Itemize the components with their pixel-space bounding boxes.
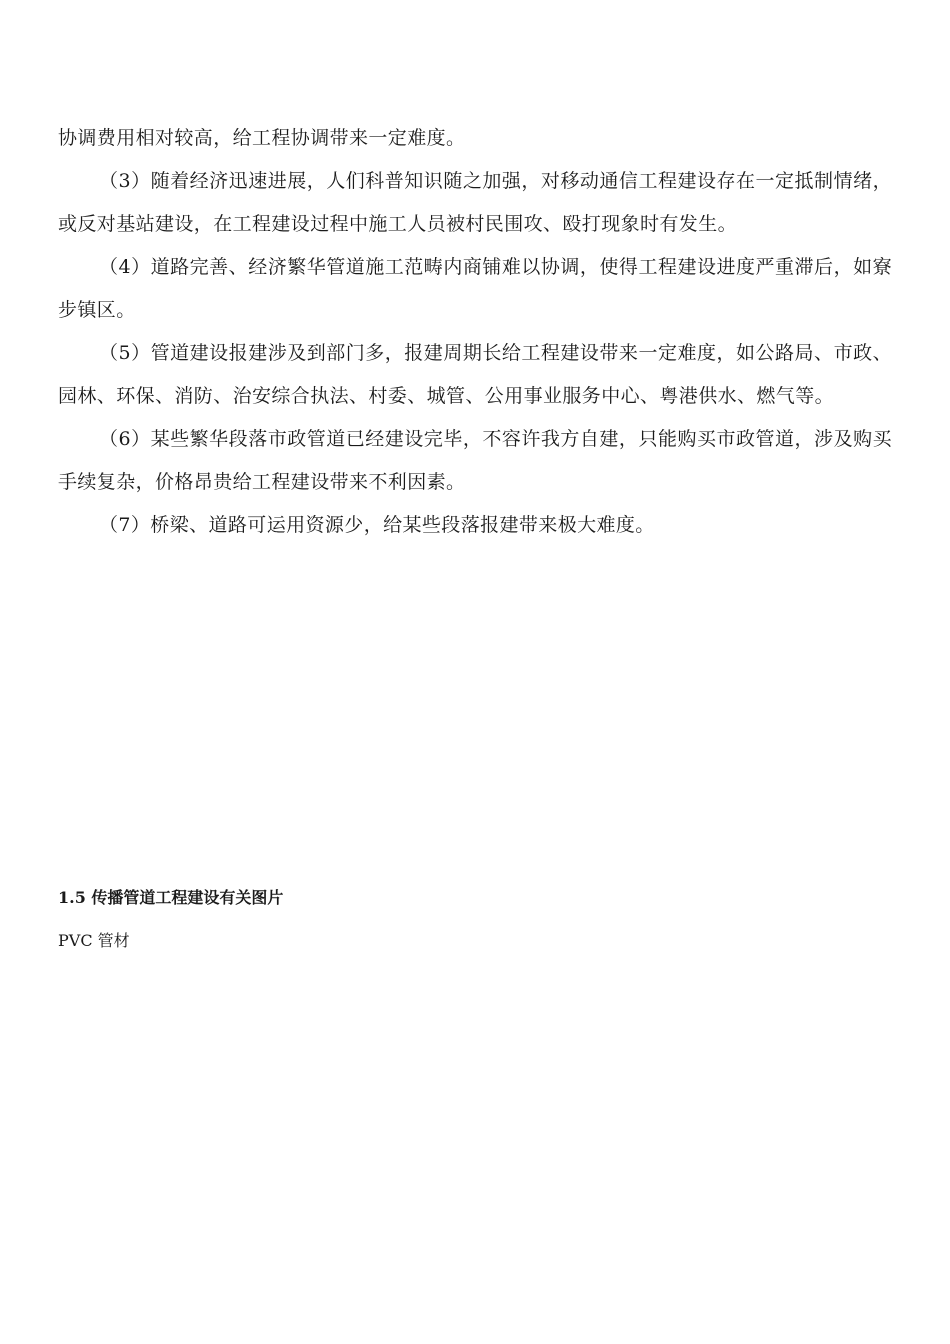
figure-caption: PVC 管材 xyxy=(58,931,130,950)
body-text xyxy=(58,117,892,547)
paragraph-item-4: （4）道路完善、经济繁华管道施工范畴内商铺难以协调，使得工程建设进度严重滞后，如寮步镇区。 xyxy=(58,256,892,321)
paragraph-item-3: （3）随着经济迅速进展，人们科普知识随之加强，对移动通信工程建设存在一定抵制情绪，或反对基站建设，在工程建设过程中施工人员被村民围攻、殴打现象时有发生。 xyxy=(58,170,892,235)
paragraph-item-7: （7）桥梁、道路可运用资源少，给某些段落报建带来极大难度。 xyxy=(99,514,655,536)
section-title: 1.5 传播管道工程建设有关图片 xyxy=(58,888,284,907)
paragraph-item-6: （6）某些繁华段落市政管道已经建设完毕，不容许我方自建，只能购买市政管道，涉及购买手续复杂，价格昂贵给工程建设带来不利因素。 xyxy=(58,428,892,493)
paragraph-continuation: 协调费用相对较高，给工程协调带来一定难度。 xyxy=(58,127,466,149)
paragraph-item-5: （5）管道建设报建涉及到部门多，报建周期长给工程建设带来一定难度，如公路局、市政、园林、环保、消防、治安综合执法、村委、城管、公用事业服务中心、粤港供水、燃气等。 xyxy=(58,342,892,407)
